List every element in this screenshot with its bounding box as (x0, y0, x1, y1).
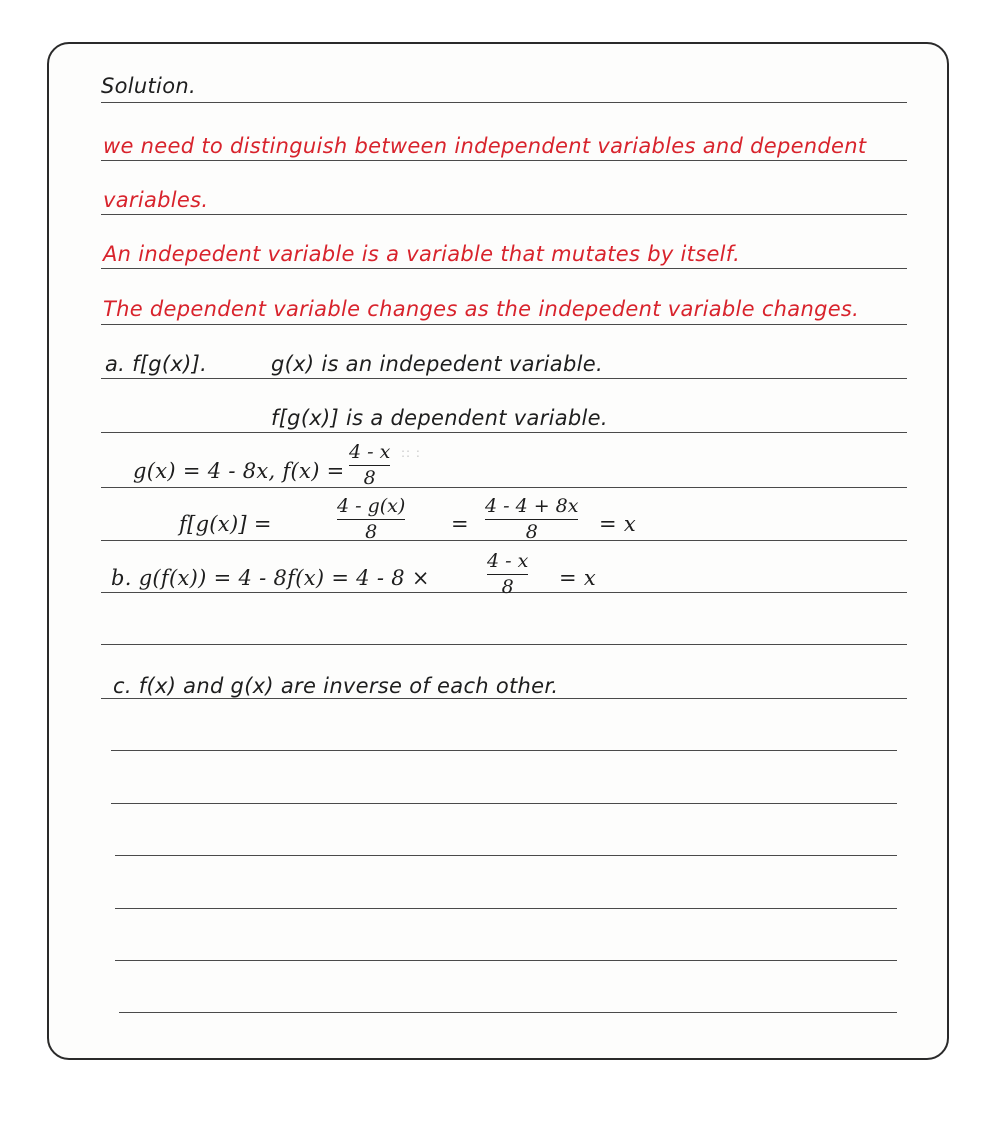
fraction-numerator: 4 - g(x) (337, 495, 406, 517)
rule-line (101, 698, 907, 699)
rule-line (101, 214, 907, 215)
part-a-f-fraction (349, 442, 390, 489)
fraction-numerator: 4 - x (349, 441, 391, 463)
rule-line (119, 1012, 897, 1013)
part-b-result: = x (559, 566, 597, 590)
part-a-equals: = (451, 512, 469, 536)
intro-line-4: The dependent variable changes as the indepedent variable changes. (103, 297, 860, 321)
fraction-denominator: 8 (525, 521, 538, 544)
rule-line (101, 268, 907, 269)
fraction-bar (349, 465, 390, 467)
fraction-bar (485, 519, 578, 521)
fraction-numerator: 4 - 4 + 8x (485, 495, 579, 517)
notebook-page (47, 42, 949, 1060)
rule-line (115, 908, 897, 909)
rule-line (101, 324, 907, 325)
intro-line-3: An indepedent variable is a variable that mutates by itself. (103, 242, 741, 266)
part-a-label: a. f[g(x)]. (105, 352, 208, 376)
rule-line (101, 160, 907, 161)
part-a-fraction-1 (337, 496, 405, 543)
rule-line (111, 750, 897, 751)
intro-line-2: variables. (103, 188, 209, 212)
rule-line (115, 960, 897, 961)
solution-title: Solution. (101, 74, 196, 98)
part-a-composition-lhs: f[g(x)] = (179, 512, 272, 536)
part-a-given: g(x) = 4 - 8x, f(x) = (133, 459, 345, 483)
part-a-statement-1: g(x) is an indepedent variable. (271, 352, 603, 376)
ink-smudge: :: : (401, 446, 421, 460)
part-c-statement: c. f(x) and g(x) are inverse of each other. (113, 674, 559, 698)
part-b-expression: b. g(f(x)) = 4 - 8f(x) = 4 - 8 × (111, 566, 430, 590)
part-a-fraction-2 (485, 496, 578, 543)
part-a-statement-2: f[g(x)] is a dependent variable. (271, 406, 608, 430)
fraction-denominator: 8 (365, 521, 378, 544)
rule-line (101, 432, 907, 433)
rule-line (101, 487, 907, 488)
fraction-bar (487, 574, 528, 576)
part-b-fraction (487, 551, 528, 598)
fraction-bar (337, 519, 405, 521)
part-a-result: = x (599, 512, 637, 536)
rule-line (101, 644, 907, 645)
intro-line-1: we need to distinguish between independent variables and dependent (103, 134, 867, 158)
rule-line (115, 855, 897, 856)
rule-line (101, 102, 907, 103)
fraction-denominator: 8 (363, 467, 376, 490)
rule-line (111, 803, 897, 804)
fraction-numerator: 4 - x (487, 550, 529, 572)
rule-line (101, 378, 907, 379)
fraction-denominator: 8 (501, 576, 514, 599)
